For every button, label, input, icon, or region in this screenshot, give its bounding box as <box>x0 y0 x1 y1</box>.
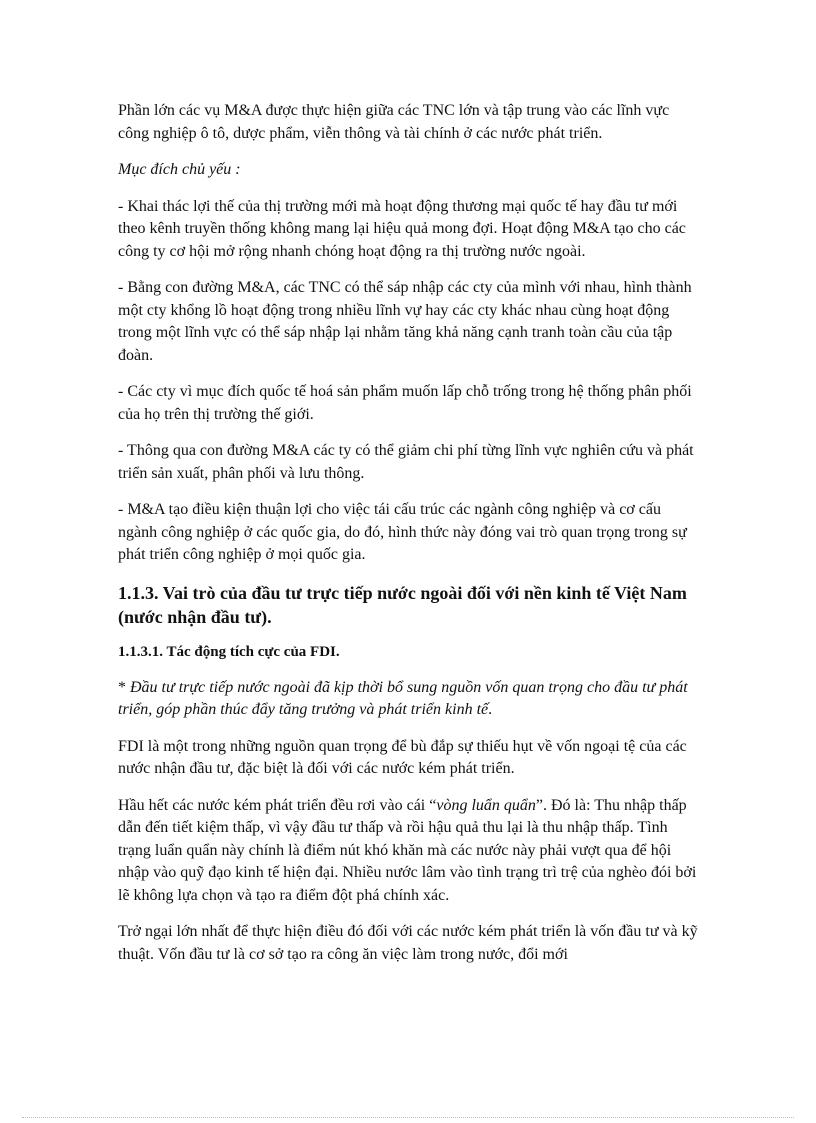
bullet-item-3: - Các cty vì mục đích quốc tế hoá sản phẩm muốn lấp chỗ trống trong hệ thống phân phối của họ trên thị trường thế giới. <box>118 383 692 423</box>
vicious-circle-term: vòng luẩn quẩn <box>436 796 536 814</box>
page-bottom-divider <box>22 1117 794 1118</box>
paragraph-fdi-capital: FDI là một trong những nguồn quan trọng để bù đắp sự thiếu hụt về vốn ngoại tệ của các nước nhận đầu tư, đặc biệt là đối với các nước kém phát triển. <box>118 737 687 777</box>
subsection-heading-1-1-3-1: 1.1.3.1. Tác động tích cực của FDI. <box>118 643 340 660</box>
section-heading-1-1-3: 1.1.3. Vai trò của đầu tư trực tiếp nước ngoài đối với nền kinh tế Việt Nam (nước nhận đầu tư). <box>118 582 687 627</box>
document-page <box>118 100 700 980</box>
vicious-circle-after: ”. Đó là: Thu nhập thấp dẫn đến tiết kiệm thấp, vì vậy đầu tư thấp và rồi hậu quả thu lại là thu nhập thấp. Tình trạng luẩn quẩn này chính là điểm nút khó khăn mà các nước này phải vượt qua để hội nhập vào quỹ đạo kinh tế hiện đại. Nhiều nước lâm vào tình trạng trì trệ của nghèo đói bởi lẽ không lựa chọn và tạo ra điểm đột phá chính xác. <box>118 796 697 904</box>
paragraph-obstacles: Trở ngại lớn nhất để thực hiện điều đó đối với các nước kém phát triển là vốn đầu tư và kỹ thuật. Vốn đầu tư là cơ sở tạo ra công ăn việc làm trong nước, đổi mới <box>118 923 698 963</box>
vicious-circle-before: Hầu hết các nước kém phát triển đều rơi vào cái “ <box>118 796 437 814</box>
paragraph-vicious-circle <box>118 795 700 908</box>
star-suffix: . <box>488 701 493 718</box>
fdi-key-statement <box>118 677 700 722</box>
bullet-item-4: - Thông qua con đường M&A các ty có thể giảm chi phí từng lĩnh vực nghiên cứu và phát triển sản xuất, phân phối và lưu thông. <box>118 442 694 482</box>
purpose-title: Mục đích chủ yếu : <box>118 161 241 178</box>
bullet-item-5: - M&A tạo điều kiện thuận lợi cho việc tái cấu trúc các ngành công nghiệp và cơ cấu ngành công nghiệp ở các quốc gia, do đó, hình thức này đóng vai trò quan trọng trong sự phát triển công nghiệp ở mọi quốc gia. <box>118 501 687 563</box>
paragraph-ma-overview: Phần lớn các vụ M&A được thực hiện giữa các TNC lớn và tập trung vào các lĩnh vực công nghiệp ô tô, dược phẩm, viễn thông và tài chính ở các nước phát triển. <box>118 102 670 142</box>
bullet-item-2: - Bằng con đường M&A, các TNC có thể sáp nhập các cty của mình với nhau, hình thành một cty khổng lồ hoạt động trong nhiều lĩnh vự hay các cty khác nhau cùng hoạt động trong một lĩnh vực có thể sáp nhập lại nhằm tăng khả năng cạnh tranh toàn cầu của tập đoàn. <box>118 279 692 364</box>
bullet-item-1: - Khai thác lợi thế của thị trường mới mà hoạt động thương mại quốc tế hay đầu tư mới theo kênh truyền thống không mang lại hiệu quả mong đợi. Hoạt động M&A tạo cho các công ty cơ hội mở rộng nhanh chóng hoạt động ra thị trường nước ngoài. <box>118 197 686 260</box>
star-prefix: * <box>118 678 130 696</box>
fdi-key-statement-text: Đầu tư trực tiếp nước ngoài đã kịp thời bổ sung nguồn vốn quan trọng cho đầu tư phát triển, góp phần thúc đẩy tăng trưởng và phát triển kinh tế <box>118 678 688 718</box>
